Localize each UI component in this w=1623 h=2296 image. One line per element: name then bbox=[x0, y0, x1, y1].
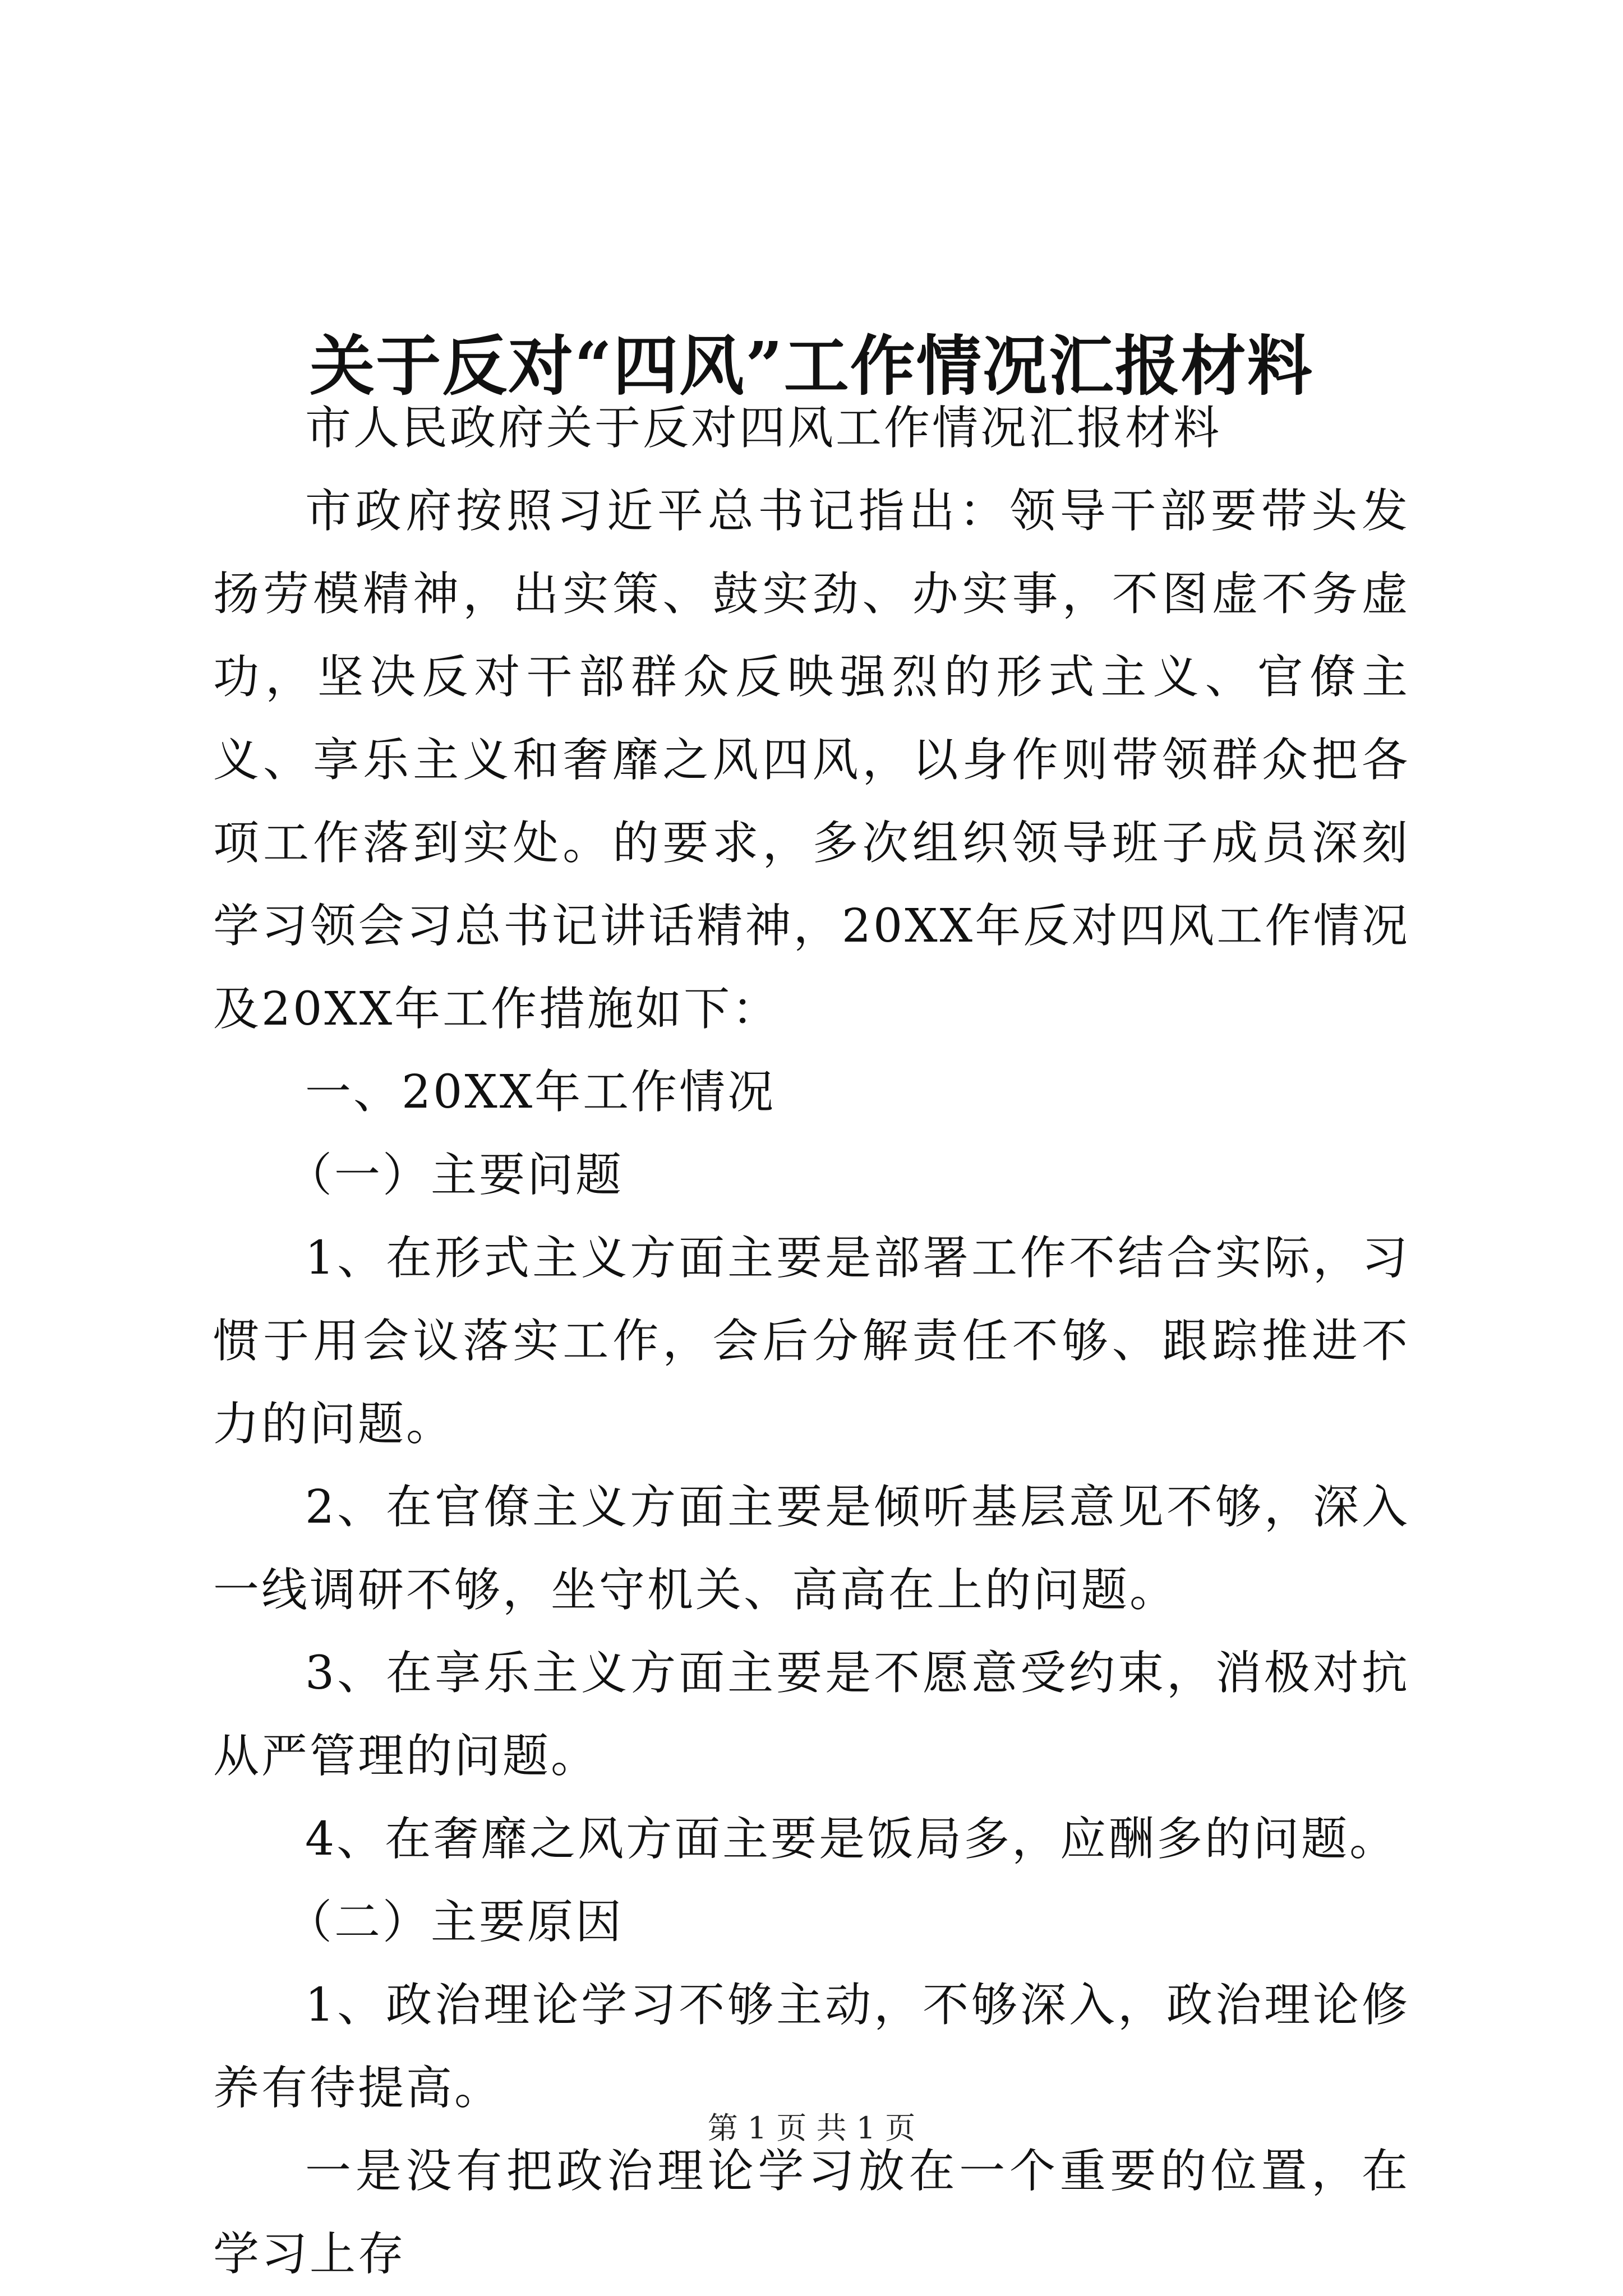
document-title: 关于反对“四风”工作情况汇报材料 bbox=[310, 328, 1313, 404]
paragraph-intro: 市政府按照习近平总书记指出：领导干部要带头发扬劳模精神，出实策、鼓实劲、办实事，不图虚不务虚功，坚决反对干部群众反映强烈的形式主义、官僚主义、享乐主义和奢靡之风四风，以身作则带领群众把各项工作落到实处。的要求，多次组织领导班子成员深刻学习领会习总书记讲话精神，20XX年反对四风工作情况及20XX年工作措施如下： bbox=[213, 485, 1410, 1036]
paragraph-item-1: 1、在形式主义方面主要是部署工作不结合实际，习惯于用会议落实工作，会后分解责任不够、跟踪推进不力的问题。 bbox=[213, 1232, 1410, 1451]
paragraph-item-4: 4、在奢靡之风方面主要是饭局多，应酬多的问题。 bbox=[305, 1813, 1398, 1866]
paragraph-reason-1: 1、政治理论学习不够主动，不够深入，政治理论修养有待提高。 bbox=[213, 1979, 1410, 2115]
paragraph-item-2: 2、在官僚主义方面主要是倾听基层意见不够，深入一线调研不够，坐守机关、高高在上的问题。 bbox=[213, 1481, 1410, 1617]
heading-main-problems: （一）主要问题 bbox=[286, 1149, 624, 1202]
document-body bbox=[213, 387, 1410, 2296]
paragraph-subtitle: 市人民政府关于反对四风工作情况汇报材料 bbox=[305, 402, 1222, 455]
heading-main-reasons: （二）主要原因 bbox=[286, 1896, 624, 1949]
paragraph-item-3: 3、在享乐主义方面主要是不愿意受约束，消极对抗从严管理的问题。 bbox=[213, 1647, 1410, 1783]
heading-section-1: 一、20XX年工作情况 bbox=[305, 1066, 776, 1119]
paragraph-reason-1-detail: 一是没有把政治理论学习放在一个重要的位置，在学习上存 bbox=[213, 2145, 1410, 2281]
page-footer: 第 1 页 共 1 页 bbox=[707, 2110, 916, 2146]
